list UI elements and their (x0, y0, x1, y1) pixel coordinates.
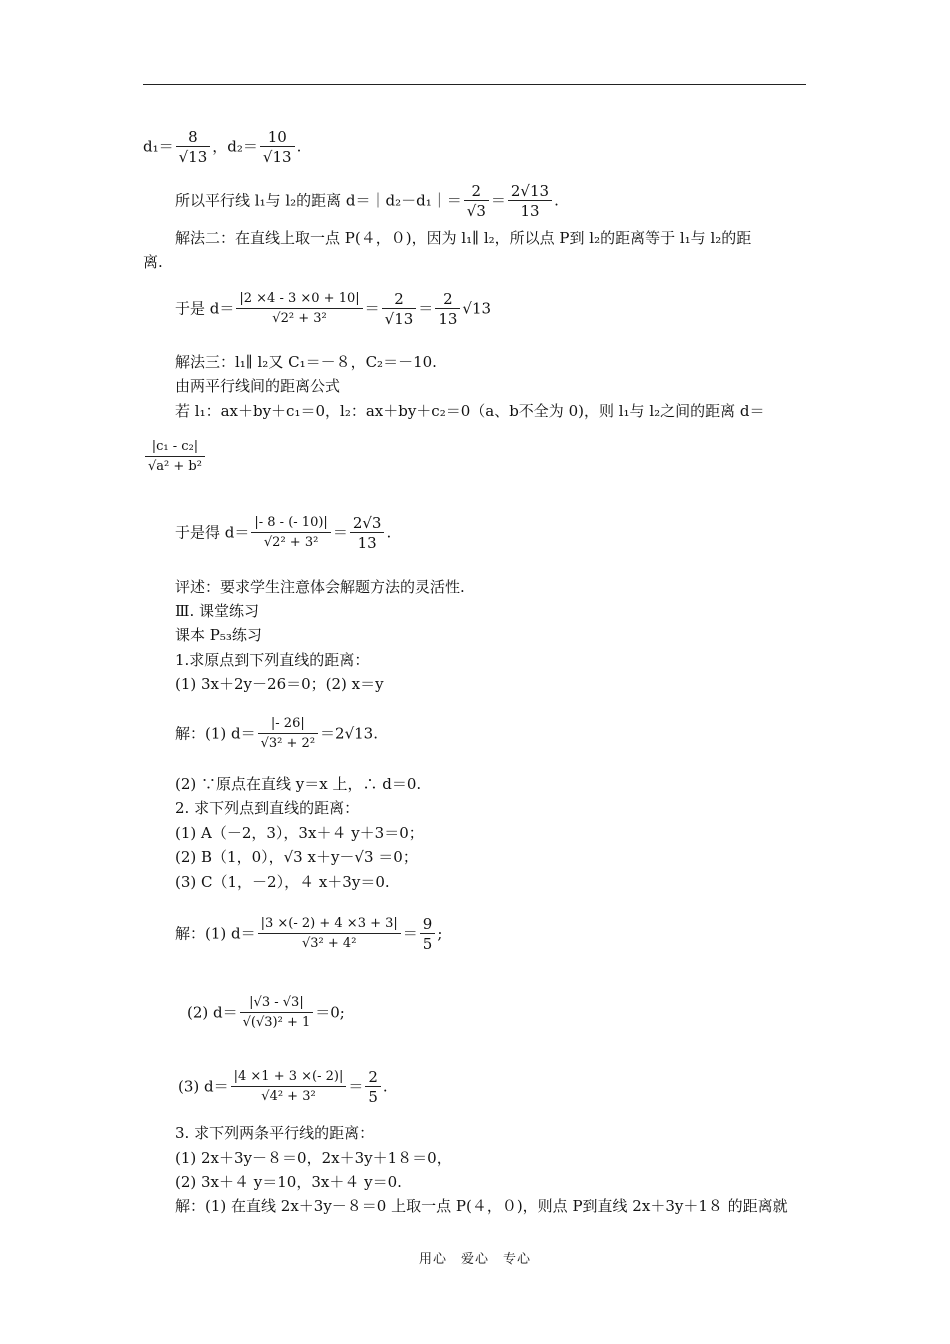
textbook-line: 课本 P₅₃练习 (175, 626, 262, 644)
distance-den-2: 13 (508, 200, 552, 221)
equals: ＝ (402, 924, 418, 943)
question-2: 2. 求下列点到直线的距离： (175, 799, 360, 817)
yude-numerator: |- 8 - (- 10)| (254, 515, 328, 530)
formula-fraction (145, 438, 205, 477)
d2-numerator: 10 (267, 128, 287, 146)
question-2-a: (1) A（－2，3），3x＋４ y＋3＝0； (175, 824, 424, 842)
d1-fraction (176, 128, 211, 167)
equals: ＝ (418, 299, 434, 318)
formula-fraction-line (143, 438, 207, 477)
method3-line: 解法三：l₁∥ l₂又 C₁＝－８，C₂＝－10. (175, 353, 437, 371)
method2-line2: 离. (143, 253, 163, 271)
d2-label: ，d₂＝ (212, 137, 258, 156)
q2-s1-result-fraction (420, 915, 436, 954)
d2-denominator: √13 (260, 146, 295, 167)
period: . (554, 191, 559, 210)
q1-sol-tail: ＝2√13. (320, 724, 378, 743)
q2-solution-3 (178, 1068, 388, 1107)
period: . (386, 523, 392, 542)
method2-line1: 解法二：在直线上取一点 P(４，０)，因为 l₁∥ l₂，所以点 P到 l₂的距离等于 l₁与 l₂的距 (175, 229, 752, 247)
q2-solution-1 (175, 915, 442, 954)
question-3-a: (1) 2x＋3y－８＝0，2x＋3y＋1８＝0， (175, 1149, 452, 1167)
m2-result-fraction (382, 290, 417, 329)
q2-s3-label: (3) d＝ (178, 1077, 229, 1096)
q2-s2-denominator: √(√3)² + 1 (240, 1012, 314, 1033)
distance-den-1: √3 (464, 200, 489, 221)
distance-text: 所以平行线 l₁与 l₂的距离 d＝｜d₂－d₁｜＝ (175, 191, 462, 210)
d1-label: d₁＝ (143, 137, 174, 156)
q2-s3-tail: . (382, 1077, 388, 1096)
formula-numerator: |c₁ - c₂| (151, 439, 199, 454)
formula-intro: 由两平行线间的距离公式 (175, 377, 341, 395)
m2-result2-num: 2 (443, 290, 453, 308)
q2-s2-tail: ＝0; (315, 1003, 345, 1022)
period: . (296, 137, 302, 156)
m2-result2-fraction (435, 290, 460, 329)
q2-s1-fraction (258, 915, 401, 954)
q2-s1-numerator: |3 ×(- 2) + 4 ×3 + 3| (260, 916, 398, 931)
d2-fraction (260, 128, 295, 167)
q2-s1-denominator: √3² + 4² (258, 933, 401, 954)
distance-line (175, 182, 559, 221)
q1-solution-2: (2) ∵原点在直线 y＝x 上，∴ d＝0. (175, 775, 422, 793)
formula-text: 若 l₁：ax＋by＋c₁＝0，l₂：ax＋by＋c₂＝0（a、b不全为 0)，则 l₁与 l₂之间的距离 d＝ (175, 402, 765, 420)
q1-sol-numerator: |- 26| (270, 716, 305, 731)
method2-formula (175, 290, 491, 329)
q1-solution-1 (175, 715, 378, 754)
m2-result-num: 2 (394, 290, 404, 308)
question-3-solution: 解：(1) 在直线 2x＋3y－８＝0 上取一点 P(４，０)，则点 P到直线 2x＋3y＋1８ 的距离就 (175, 1197, 788, 1215)
yushi-label: 于是 d＝ (175, 299, 235, 318)
yude-denominator: √2² + 3² (251, 532, 330, 553)
question-2-b: (2) B（1，0），√3 x＋y－√3 ＝0； (175, 848, 418, 866)
equals: ＝ (490, 191, 506, 210)
d-values-line (143, 128, 301, 167)
q2-s3-fraction (231, 1068, 347, 1107)
q2-s2-numerator: |√3 - √3| (249, 995, 304, 1010)
equals: ＝ (348, 1077, 364, 1096)
comment-line: 评述：要求学生注意体会解题方法的灵活性. (175, 578, 465, 596)
m2-numerator: |2 ×4 - 3 ×0 + 10| (239, 291, 360, 306)
m2-result-den: √13 (382, 308, 417, 329)
page-footer: 用心 爱心 专心 (418, 1252, 531, 1267)
q2-solution-2 (187, 994, 345, 1033)
section-heading: Ⅲ. 课堂练习 (175, 602, 260, 620)
equals: ＝ (332, 523, 348, 542)
q2-s1-tail: ; (437, 924, 443, 943)
q2-s3-result-den: 5 (365, 1086, 381, 1107)
question-1: 1.求原点到下列直线的距离： (175, 651, 370, 669)
yude-result-fraction (350, 514, 385, 553)
q2-s1-label: 解：(1) d＝ (175, 924, 256, 943)
m2-result2-tail: √13 (462, 299, 492, 318)
q2-s3-denominator: √4² + 3² (231, 1086, 347, 1107)
yude-result-num: 2√3 (352, 514, 382, 532)
question-3-b: (2) 3x＋４ y＝10，3x＋４ y＝0. (175, 1173, 402, 1191)
m2-denominator: √2² + 3² (236, 308, 362, 329)
distance-num-1: 2 (471, 182, 482, 200)
m2-result2-den: 13 (435, 308, 460, 329)
yude-formula (175, 514, 391, 553)
m2-fraction (236, 290, 362, 329)
q2-s2-fraction (240, 994, 314, 1033)
yude-result-den: 13 (350, 532, 385, 553)
q1-sol-fraction (258, 715, 318, 754)
d1-denominator: √13 (176, 146, 211, 167)
distance-fraction-1 (464, 182, 489, 221)
equals: ＝ (364, 299, 380, 318)
yude-label: 于是得 d＝ (175, 523, 250, 542)
q2-s1-result-num: 9 (422, 915, 433, 933)
q2-s2-label: (2) d＝ (187, 1003, 238, 1022)
distance-num-2: 2√13 (510, 182, 550, 200)
question-1-items: (1) 3x＋2y－26＝0；(2) x＝y (175, 675, 384, 693)
formula-denominator: √a² + b² (145, 456, 205, 477)
q1-sol-label: 解：(1) d＝ (175, 724, 256, 743)
question-3: 3. 求下列两条平行线的距离： (175, 1124, 375, 1142)
header-rule (143, 84, 806, 85)
yude-fraction (251, 514, 330, 553)
q2-s3-numerator: |4 ×1 + 3 ×(- 2)| (233, 1069, 344, 1084)
q2-s1-result-den: 5 (420, 933, 436, 954)
q2-s3-result-fraction (365, 1068, 381, 1107)
d1-numerator: 8 (188, 128, 198, 146)
distance-fraction-2 (508, 182, 552, 221)
q1-sol-denominator: √3² + 2² (258, 733, 318, 754)
question-2-c: (3) C（1，－2），４ x＋3y＝0. (175, 873, 390, 891)
q2-s3-result-num: 2 (368, 1068, 378, 1086)
